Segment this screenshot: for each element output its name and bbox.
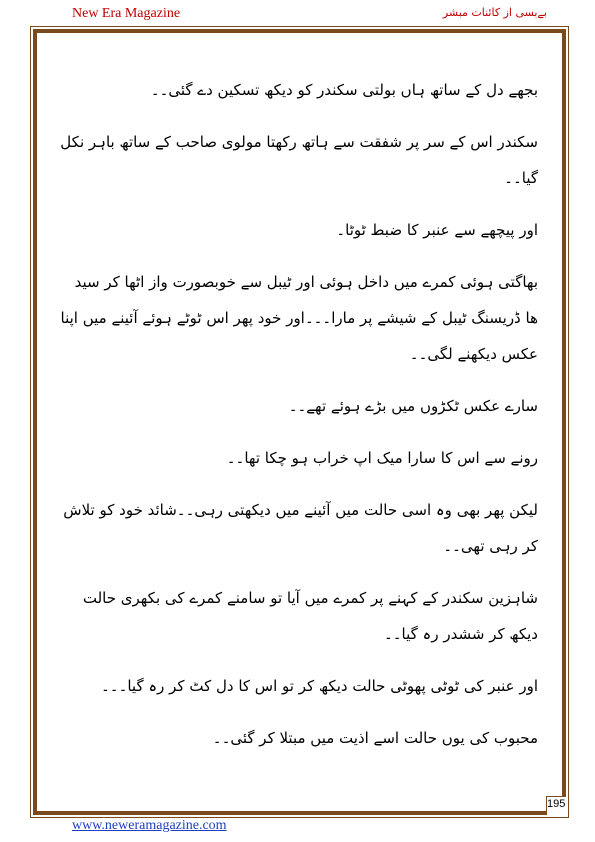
paragraph: محبوب کی یوں حالت اسے اذیت میں مبتلا کر گئی۔۔ — [212, 729, 538, 747]
paragraph: بھاگتی ہوئی کمرے میں داخل ہوئی اور ٹیبل سے خوبصورت واز اٹھا کر سید ھا ڈریسنگ ٹیبل کے شیشے پر مارا۔۔۔اور خود پھر اس ٹوٹے ہوئے آئینے میں اپنا عکس دیکھنے لگی۔۔ — [60, 273, 538, 363]
story-text — [60, 72, 538, 772]
paragraph: بجھے دل کے ساتھ ہاں بولتی سکندر کو دیکھ تسکین دے گئی۔۔ — [150, 81, 538, 99]
paragraph: رونے سے اس کا سارا میک اپ خراب ہو چکا تھا۔۔ — [226, 449, 538, 467]
book-title: بےبسی از کائنات مبشر — [442, 6, 547, 19]
website-link[interactable]: www.neweramagazine.com — [72, 818, 227, 833]
magazine-name: New Era Magazine — [72, 6, 181, 21]
paragraph: اور پیچھے سے عنبر کا ضبط ٹوٹا۔ — [336, 221, 538, 239]
paragraph: سکندر اس کے سر پر شفقت سے ہاتھ رکھتا مولوی صاحب کے ساتھ باہر نکل گیا۔۔ — [60, 133, 538, 187]
paragraph: اور عنبر کی ٹوٹی پھوٹی حالت دیکھ کر تو اس کا دل کٹ کر رہ گیا۔۔۔ — [100, 677, 538, 695]
paragraph: شاہزین سکندر کے کہنے پر کمرے میں آیا تو سامنے کمرے کی بکھری حالت دیکھ کر ششدر رہ گیا۔۔ — [82, 589, 538, 643]
paragraph: سارے عکس ٹکڑوں میں بڑے ہوئے تھے۔۔ — [288, 397, 538, 415]
paragraph: لیکن پھر بھی وہ اسی حالت میں آئینے میں دیکھتی رہی۔۔شائد خود کو تلاش کر رہی تھی۔۔ — [63, 501, 538, 555]
page-number: 195 — [547, 798, 566, 810]
